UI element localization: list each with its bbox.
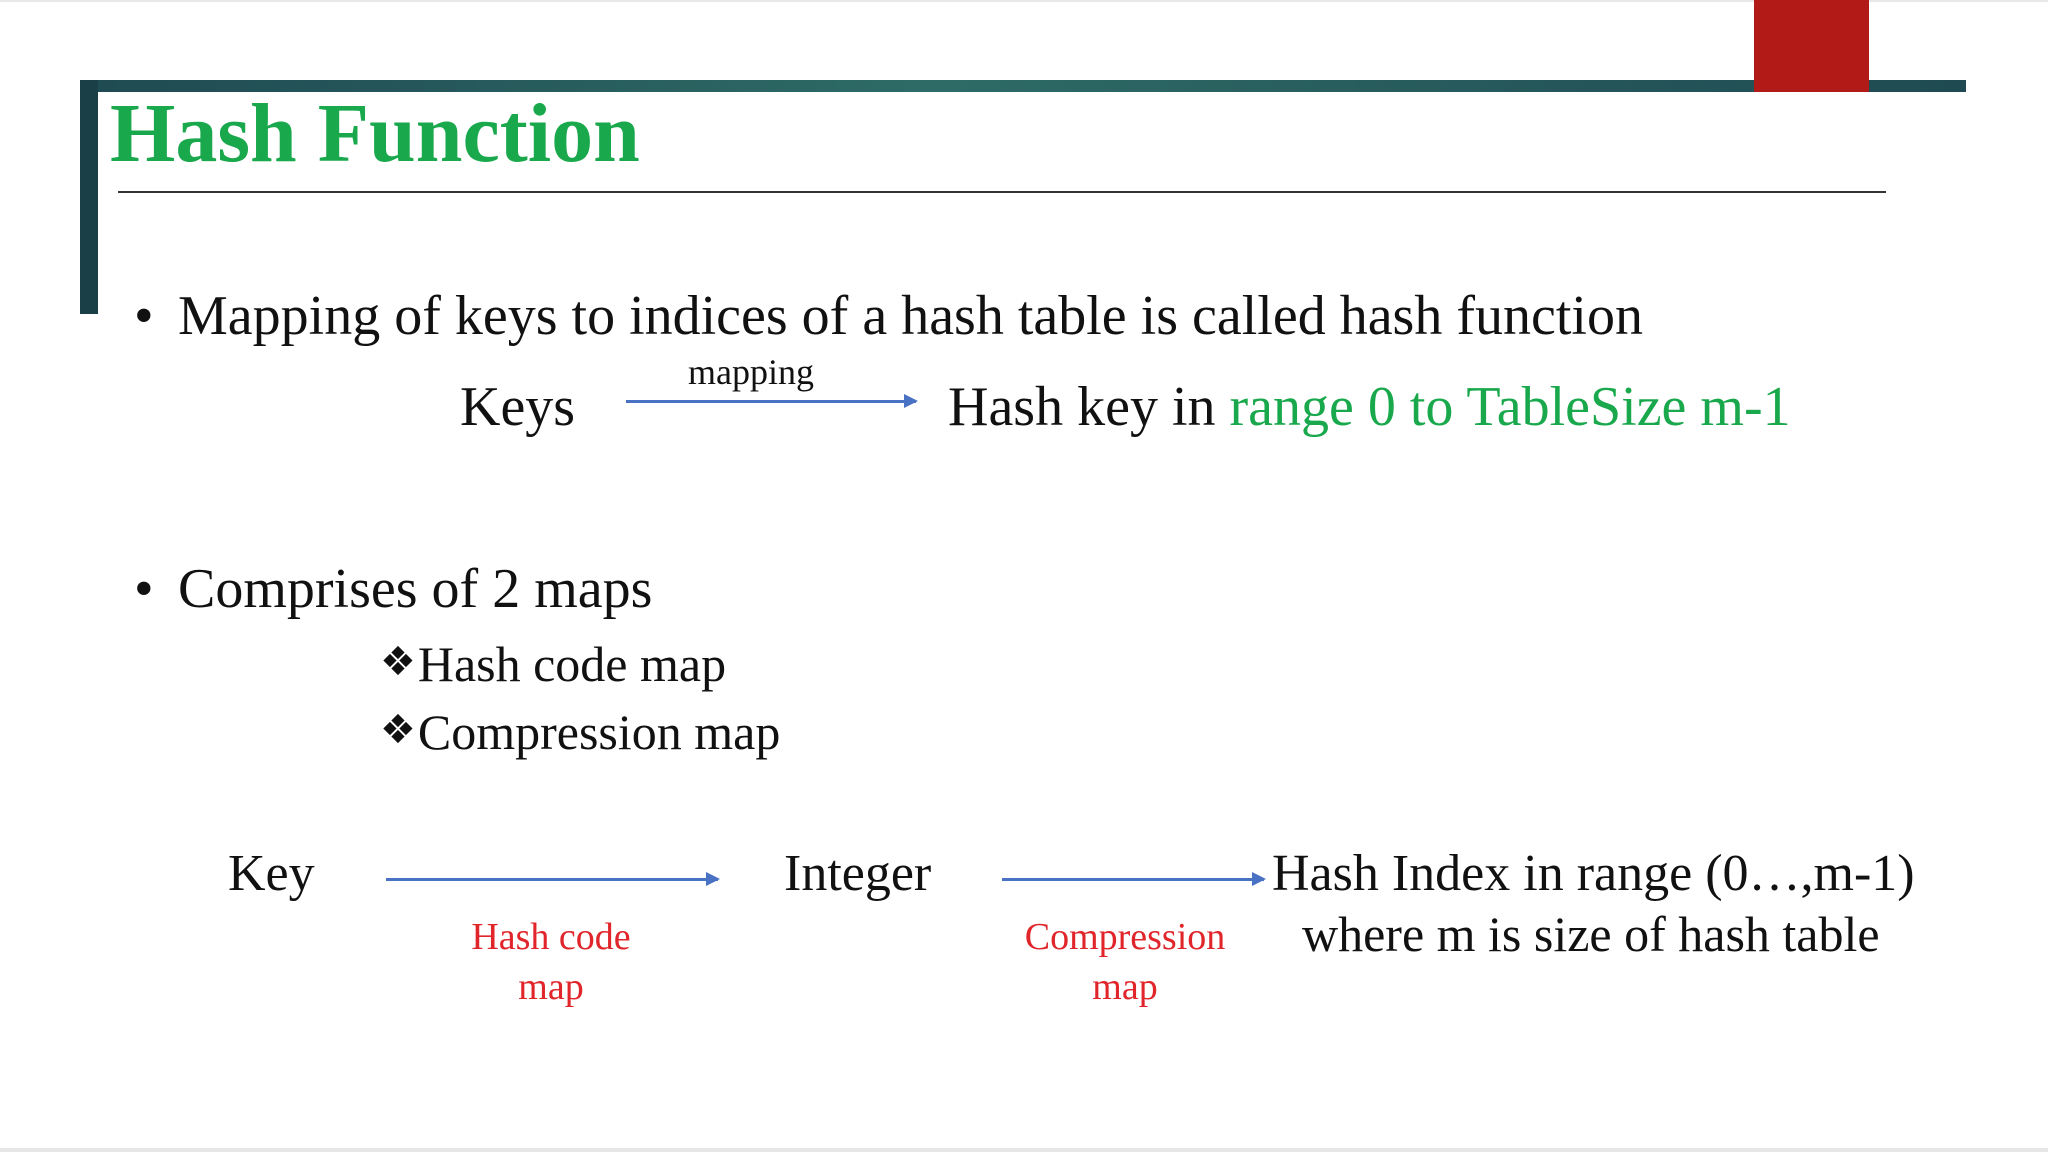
corner-accent-block bbox=[1754, 0, 1869, 92]
slide-top-edge bbox=[0, 0, 2048, 2]
flow-key: Key bbox=[228, 845, 315, 902]
sub-item-text: Compression map bbox=[417, 704, 781, 760]
flow-hash-index-note: where m is size of hash table bbox=[1302, 906, 1880, 962]
mapping-arrow bbox=[626, 400, 916, 403]
hash-key-text bbox=[948, 373, 1791, 441]
mapping-arrow-label: mapping bbox=[688, 352, 814, 392]
compression-arrow bbox=[1002, 878, 1264, 881]
bullet-mapping bbox=[134, 282, 1643, 350]
flow-hash-index: Hash Index in range (0…,m-1) bbox=[1272, 845, 1915, 902]
diamond-bullet-icon: ❖ bbox=[380, 707, 416, 753]
compression-map-label: Compression map bbox=[1024, 916, 1226, 1008]
hash-code-arrow bbox=[386, 878, 718, 881]
sub-item-text: Hash code map bbox=[417, 636, 727, 692]
bullet-dot: • bbox=[134, 285, 154, 347]
slide-title: Hash Function bbox=[110, 87, 640, 180]
bullet-dot: • bbox=[134, 558, 154, 620]
sub-item-hash-code-map bbox=[380, 632, 726, 694]
title-divider bbox=[118, 191, 1886, 193]
diamond-bullet-icon: ❖ bbox=[380, 639, 416, 685]
hash-key-prefix: Hash key in bbox=[948, 376, 1230, 438]
sub-item-compression-map bbox=[380, 700, 780, 762]
hash-code-map-label: Hash code map bbox=[471, 916, 631, 1008]
bullet-comprises-text: Comprises of 2 maps bbox=[178, 558, 653, 620]
flow-integer: Integer bbox=[784, 845, 932, 902]
bullet-mapping-text: Mapping of keys to indices of a hash table is called hash function bbox=[178, 285, 1643, 347]
left-accent-bar bbox=[80, 80, 98, 314]
keys-label: Keys bbox=[460, 376, 576, 438]
bullet-comprises bbox=[134, 555, 652, 623]
slide-bottom-edge bbox=[0, 1148, 2048, 1152]
hash-key-range: range 0 to TableSize m-1 bbox=[1229, 376, 1791, 438]
